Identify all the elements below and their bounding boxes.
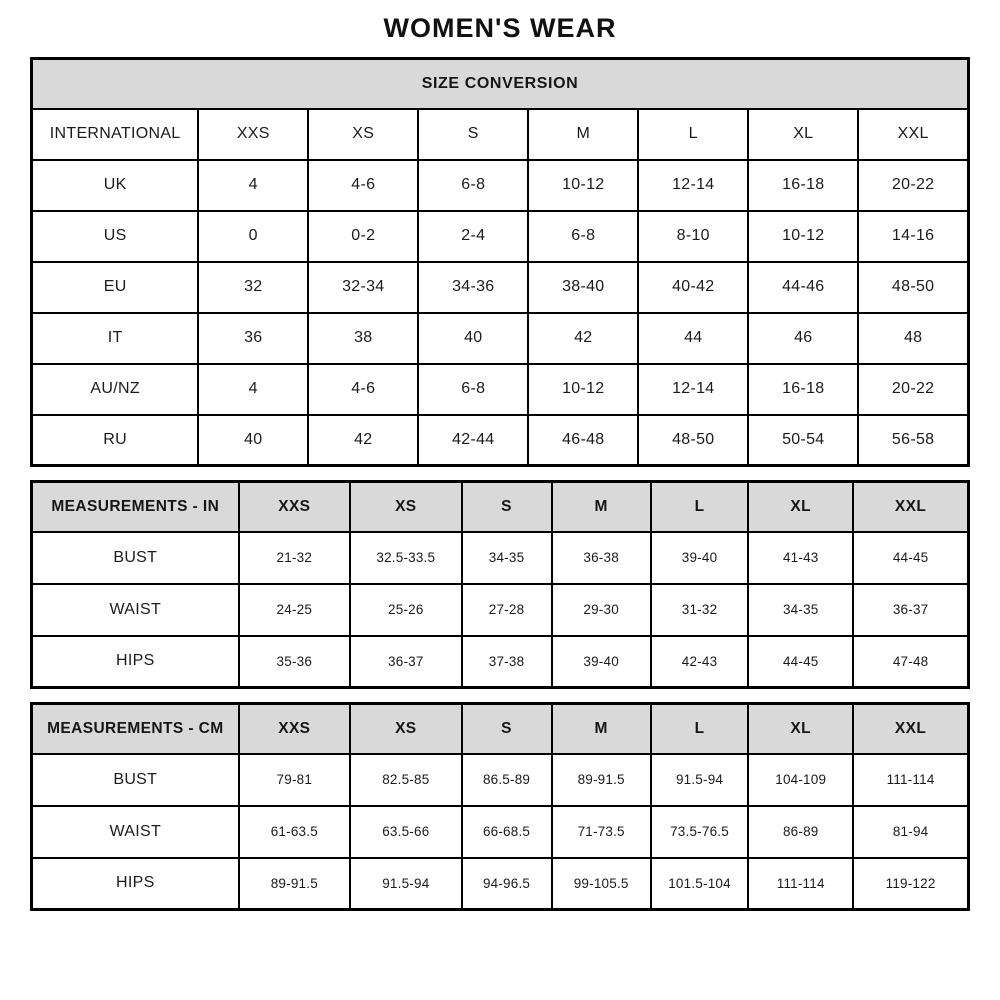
table-row xyxy=(32,364,969,415)
value-cell: 4-6 xyxy=(308,364,418,415)
row-label: UK xyxy=(32,160,199,211)
value-cell: 36-37 xyxy=(350,636,462,688)
size-conversion-table xyxy=(30,57,970,467)
value-cell: 99-105.5 xyxy=(552,858,651,910)
value-cell: 38 xyxy=(308,313,418,364)
column-header-row xyxy=(32,704,969,754)
column-header: MEASUREMENTS - CM xyxy=(32,704,239,754)
column-header: S xyxy=(418,109,528,160)
column-header: XS xyxy=(350,482,462,532)
value-cell: 86.5-89 xyxy=(462,754,552,806)
value-cell: 36 xyxy=(198,313,308,364)
value-cell: 86-89 xyxy=(748,806,853,858)
row-label: EU xyxy=(32,262,199,313)
column-header: XXL xyxy=(858,109,968,160)
column-header: M xyxy=(528,109,638,160)
column-header: L xyxy=(651,482,748,532)
table-row xyxy=(32,584,969,636)
table-row xyxy=(32,806,969,858)
value-cell: 10-12 xyxy=(528,160,638,211)
row-label: US xyxy=(32,211,199,262)
value-cell: 66-68.5 xyxy=(462,806,552,858)
table-row xyxy=(32,313,969,364)
value-cell: 79-81 xyxy=(239,754,351,806)
value-cell: 37-38 xyxy=(462,636,552,688)
value-cell: 0 xyxy=(198,211,308,262)
value-cell: 24-25 xyxy=(239,584,351,636)
table-row xyxy=(32,211,969,262)
value-cell: 42 xyxy=(308,415,418,466)
value-cell: 56-58 xyxy=(858,415,968,466)
value-cell: 32-34 xyxy=(308,262,418,313)
value-cell: 81-94 xyxy=(853,806,968,858)
value-cell: 48-50 xyxy=(638,415,748,466)
value-cell: 48 xyxy=(858,313,968,364)
value-cell: 21-32 xyxy=(239,532,351,584)
value-cell: 91.5-94 xyxy=(651,754,748,806)
column-header: M xyxy=(552,482,651,532)
column-header: L xyxy=(651,704,748,754)
row-label: IT xyxy=(32,313,199,364)
value-cell: 44-46 xyxy=(748,262,858,313)
value-cell: 35-36 xyxy=(239,636,351,688)
column-header-row xyxy=(32,109,969,160)
value-cell: 89-91.5 xyxy=(552,754,651,806)
column-header: S xyxy=(462,482,552,532)
value-cell: 4 xyxy=(198,160,308,211)
column-header: XXS xyxy=(239,482,351,532)
value-cell: 6-8 xyxy=(528,211,638,262)
column-header-row xyxy=(32,482,969,532)
value-cell: 29-30 xyxy=(552,584,651,636)
table-row xyxy=(32,160,969,211)
value-cell: 111-114 xyxy=(748,858,853,910)
value-cell: 42 xyxy=(528,313,638,364)
value-cell: 34-35 xyxy=(748,584,853,636)
value-cell: 12-14 xyxy=(638,160,748,211)
value-cell: 31-32 xyxy=(651,584,748,636)
value-cell: 34-36 xyxy=(418,262,528,313)
value-cell: 41-43 xyxy=(748,532,853,584)
row-label: HIPS xyxy=(32,636,239,688)
column-header: M xyxy=(552,704,651,754)
column-header: INTERNATIONAL xyxy=(32,109,199,160)
column-header: XS xyxy=(350,704,462,754)
column-header: XS xyxy=(308,109,418,160)
row-label: WAIST xyxy=(32,806,239,858)
row-label: BUST xyxy=(32,532,239,584)
value-cell: 16-18 xyxy=(748,160,858,211)
measurements-in-table xyxy=(30,480,970,689)
value-cell: 104-109 xyxy=(748,754,853,806)
value-cell: 46 xyxy=(748,313,858,364)
value-cell: 101.5-104 xyxy=(651,858,748,910)
value-cell: 4-6 xyxy=(308,160,418,211)
value-cell: 32.5-33.5 xyxy=(350,532,462,584)
value-cell: 46-48 xyxy=(528,415,638,466)
value-cell: 119-122 xyxy=(853,858,968,910)
column-header: XL xyxy=(748,109,858,160)
column-header: XXL xyxy=(853,704,968,754)
value-cell: 40 xyxy=(418,313,528,364)
value-cell: 6-8 xyxy=(418,160,528,211)
value-cell: 25-26 xyxy=(350,584,462,636)
table-row xyxy=(32,532,969,584)
value-cell: 47-48 xyxy=(853,636,968,688)
value-cell: 111-114 xyxy=(853,754,968,806)
measurements-cm-table xyxy=(30,702,970,911)
column-header: XXS xyxy=(239,704,351,754)
banner-row xyxy=(32,59,969,109)
row-label: AU/NZ xyxy=(32,364,199,415)
value-cell: 2-4 xyxy=(418,211,528,262)
value-cell: 63.5-66 xyxy=(350,806,462,858)
value-cell: 44-45 xyxy=(748,636,853,688)
value-cell: 38-40 xyxy=(528,262,638,313)
value-cell: 36-37 xyxy=(853,584,968,636)
value-cell: 48-50 xyxy=(858,262,968,313)
value-cell: 10-12 xyxy=(528,364,638,415)
value-cell: 61-63.5 xyxy=(239,806,351,858)
value-cell: 8-10 xyxy=(638,211,748,262)
column-header: XL xyxy=(748,704,853,754)
value-cell: 50-54 xyxy=(748,415,858,466)
value-cell: 44 xyxy=(638,313,748,364)
row-label: WAIST xyxy=(32,584,239,636)
value-cell: 12-14 xyxy=(638,364,748,415)
table-row xyxy=(32,858,969,910)
value-cell: 6-8 xyxy=(418,364,528,415)
value-cell: 44-45 xyxy=(853,532,968,584)
value-cell: 82.5-85 xyxy=(350,754,462,806)
row-label: BUST xyxy=(32,754,239,806)
value-cell: 39-40 xyxy=(552,636,651,688)
value-cell: 42-44 xyxy=(418,415,528,466)
value-cell: 20-22 xyxy=(858,160,968,211)
value-cell: 91.5-94 xyxy=(350,858,462,910)
table-row xyxy=(32,754,969,806)
row-label: HIPS xyxy=(32,858,239,910)
value-cell: 14-16 xyxy=(858,211,968,262)
row-label: RU xyxy=(32,415,199,466)
column-header: XXS xyxy=(198,109,308,160)
value-cell: 40-42 xyxy=(638,262,748,313)
value-cell: 0-2 xyxy=(308,211,418,262)
value-cell: 32 xyxy=(198,262,308,313)
table-row xyxy=(32,415,969,466)
value-cell: 89-91.5 xyxy=(239,858,351,910)
value-cell: 4 xyxy=(198,364,308,415)
value-cell: 94-96.5 xyxy=(462,858,552,910)
column-header: MEASUREMENTS - IN xyxy=(32,482,239,532)
column-header: XL xyxy=(748,482,853,532)
value-cell: 27-28 xyxy=(462,584,552,636)
value-cell: 39-40 xyxy=(651,532,748,584)
table-row xyxy=(32,262,969,313)
value-cell: 42-43 xyxy=(651,636,748,688)
column-header: L xyxy=(638,109,748,160)
table-banner: SIZE CONVERSION xyxy=(32,59,969,109)
page-title: WOMEN'S WEAR xyxy=(383,13,617,43)
value-cell: 34-35 xyxy=(462,532,552,584)
value-cell: 40 xyxy=(198,415,308,466)
value-cell: 20-22 xyxy=(858,364,968,415)
value-cell: 36-38 xyxy=(552,532,651,584)
column-header: S xyxy=(462,704,552,754)
table-row xyxy=(32,636,969,688)
value-cell: 73.5-76.5 xyxy=(651,806,748,858)
value-cell: 16-18 xyxy=(748,364,858,415)
value-cell: 10-12 xyxy=(748,211,858,262)
column-header: XXL xyxy=(853,482,968,532)
value-cell: 71-73.5 xyxy=(552,806,651,858)
